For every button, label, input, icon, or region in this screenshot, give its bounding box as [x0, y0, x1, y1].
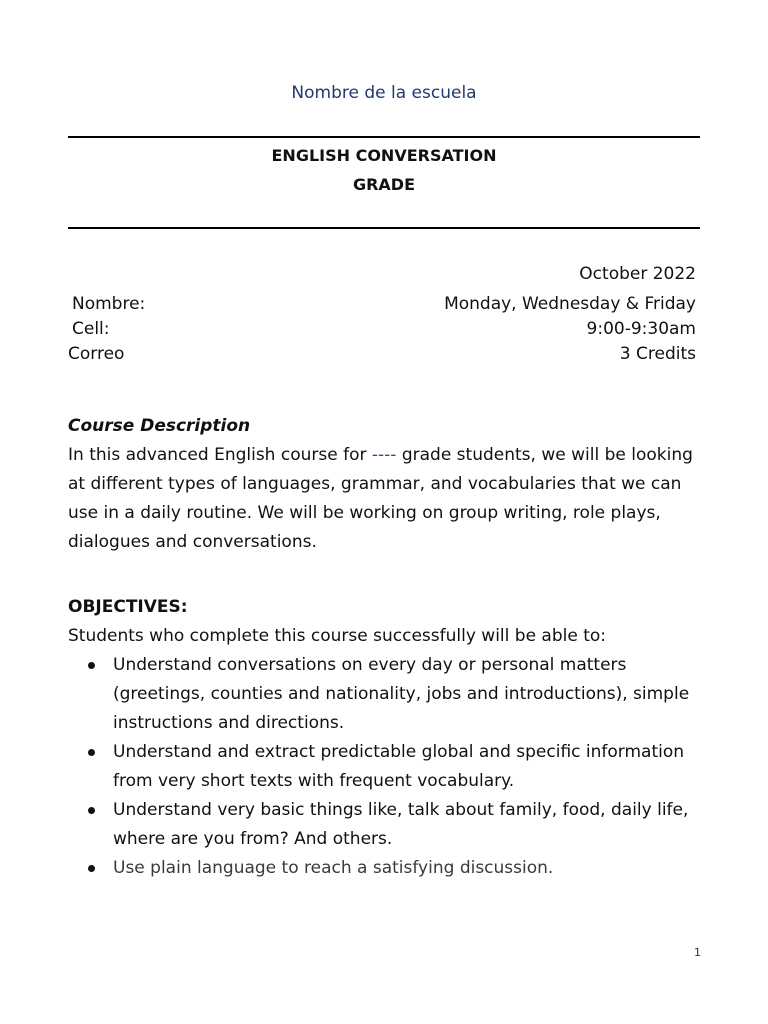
email-label: Correo — [68, 344, 125, 364]
course-description-text — [68, 441, 708, 557]
description-text-end: grade students, we will be looking at different types of languages, grammar, and vocabularies that we can use in a daily routine. We will be working on group writing, role plays, dialogues and conversations. — [68, 445, 693, 552]
description-text-start: In this advanced English course for — [68, 445, 372, 465]
objectives-list — [68, 651, 708, 883]
bullet-icon — [88, 662, 95, 669]
course-title: ENGLISH CONVERSATION — [271, 146, 497, 165]
course-days: Monday, Wednesday & Friday — [444, 294, 696, 314]
cell-label: Cell: — [72, 319, 110, 339]
objective-text: Understand very basic things like, talk about family, food, daily life, where are you from? And others. — [113, 800, 689, 849]
objectives-heading: OBJECTIVES: — [68, 597, 188, 617]
course-date: October 2022 — [579, 264, 696, 284]
course-time: 9:00-9:30am — [586, 319, 696, 339]
bottom-rule — [68, 227, 700, 229]
bullet-icon — [88, 807, 95, 814]
objective-item — [68, 738, 708, 796]
bullet-icon — [88, 749, 95, 756]
name-label: Nombre: — [72, 294, 146, 314]
objective-item — [68, 651, 708, 738]
objective-text: Use plain language to reach a satisfying discussion. — [113, 858, 554, 878]
bullet-icon — [88, 865, 95, 872]
school-name: Nombre de la escuela — [291, 83, 477, 103]
objective-text: Understand and extract predictable global and specific information from very short texts with frequent vocabulary. — [113, 742, 685, 791]
objective-item — [68, 796, 708, 854]
objective-text: Understand conversations on every day or personal matters (greetings, counties and nationality, jobs and introductions), simple instructions and directions. — [113, 655, 690, 733]
course-description-heading: Course Description — [68, 416, 251, 436]
course-credits: 3 Credits — [619, 344, 696, 364]
course-subtitle: GRADE — [352, 175, 416, 194]
objective-item — [68, 854, 708, 883]
grade-blank: ---- — [371, 445, 397, 465]
top-rule — [68, 136, 700, 138]
page-number: 1 — [694, 946, 701, 959]
objectives-intro: Students who complete this course successfully will be able to: — [68, 626, 607, 646]
